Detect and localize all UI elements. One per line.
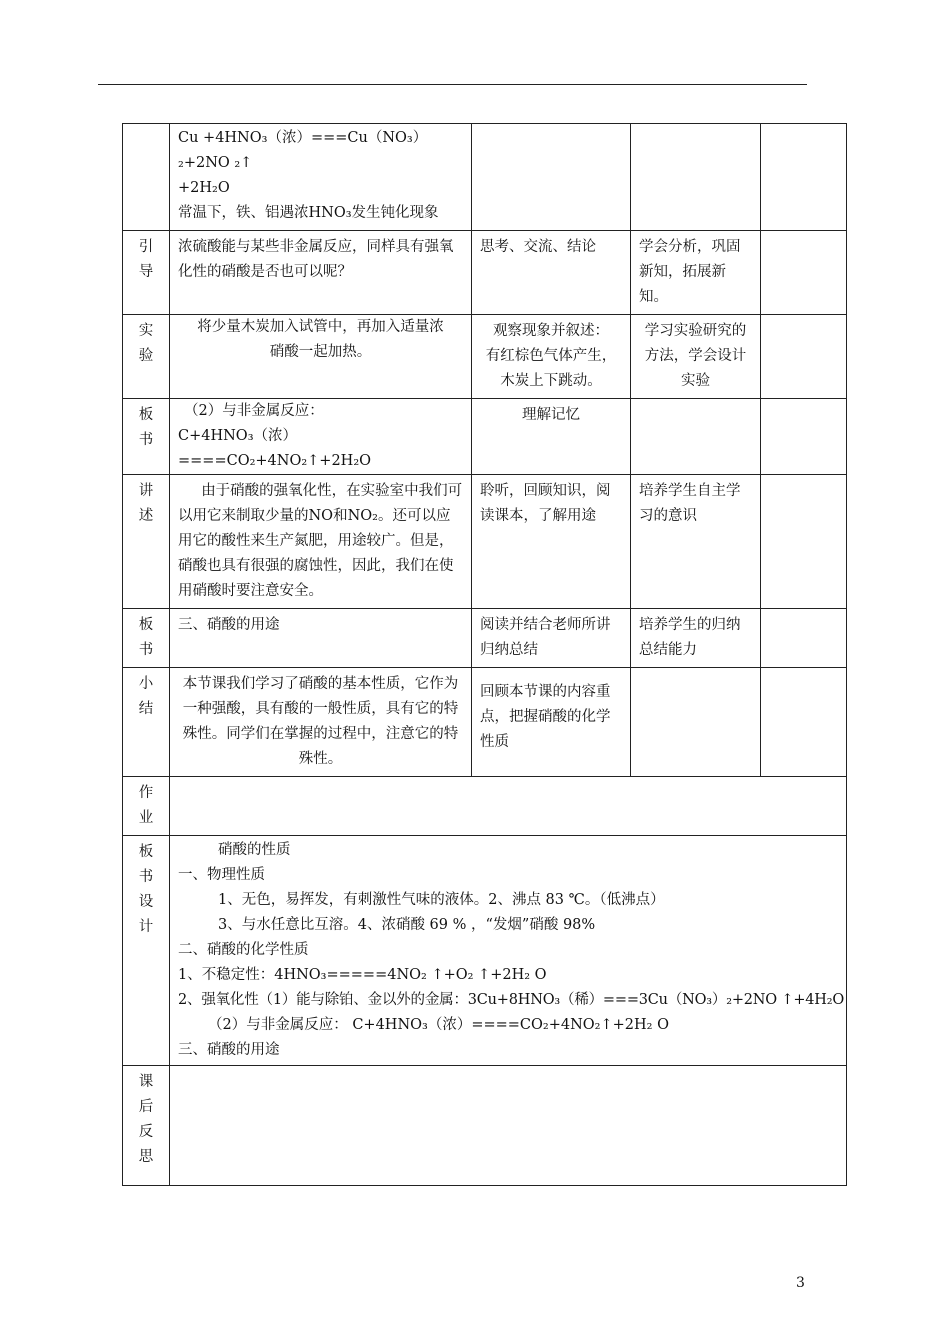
design-intent-cell [631,124,761,231]
content-cell [170,124,472,231]
row-label-experiment: 实验 [123,315,170,399]
table-row [123,609,847,668]
row-label-board-design: 板书设计 [123,836,170,1066]
row-label-reflection: 课后反思 [123,1066,170,1186]
row-label-homework: 作业 [123,777,170,836]
table-row [123,777,847,836]
table-row [123,124,847,231]
extra-cell [761,399,847,475]
reflection-cell [170,1066,847,1186]
board-line: 1、不稳定性：4HNO₃=====4NO₂ ↑+O₂ ↑+2H₂ O [178,967,547,983]
content-cell [170,399,472,475]
design-intent-cell: 学会分析，巩固新知，拓展新知。 [631,231,761,315]
content-cell: 浓硫酸能与某些非金属反应，同样具有强氧化性的硝酸是否也可以呢？ [170,231,472,315]
table-row [123,315,847,399]
extra-cell [761,475,847,609]
table-row [123,836,847,1066]
content-cell: 将少量木炭加入试管中，再加入适量浓硝酸一起加热。 [170,315,472,399]
note-line: 常温下，铁、铝遇浓HNO₃发生钝化现象 [178,205,439,221]
extra-cell [761,609,847,668]
design-intent-cell: 学习实验研究的方法，学会设计实验 [631,315,761,399]
extra-cell [761,231,847,315]
row-label-board: 板书 [123,399,170,475]
row-label-lecture: 讲述 [123,475,170,609]
student-line: 观察现象并叙述： [493,323,609,339]
table-row [123,475,847,609]
student-activity-cell [472,124,631,231]
student-activity-cell: 理解记忆 [472,399,631,475]
student-activity-cell [472,315,631,399]
table-row [123,231,847,315]
board-line: 一、物理性质 [178,867,265,883]
extra-cell [761,124,847,231]
design-intent-cell: 培养学生的归纳总结能力 [631,609,761,668]
table-row [123,668,847,777]
extra-cell [761,668,847,777]
board-line: 3、与水任意比互溶。4、浓硝酸 69 % ，“发烟”硝酸 98% [218,917,596,933]
equation-line: +2H₂O [178,180,230,196]
lesson-plan-table [122,123,847,1186]
student-activity-cell: 回顾本节课的内容重点，把握硝酸的化学性质 [472,668,631,777]
extra-cell [761,315,847,399]
equation-line: C+4HNO₃（浓）====CO₂+4NO₂↑+2H₂O [178,428,372,469]
board-line: 1、无色，易挥发，有刺激性气味的液体。2、沸点 83 ℃。（低沸点） [218,892,665,908]
student-activity-cell: 聆听，回顾知识，阅读课本，了解用途 [472,475,631,609]
row-label-guide: 引导 [123,231,170,315]
board-line: 三、硝酸的用途 [178,1042,280,1058]
board-line: （2）与非金属反应： C+4HNO₃（浓）====CO₂+4NO₂↑+2H₂ O [208,1017,669,1033]
board-design-cell [170,836,847,1066]
table-row [123,1066,847,1186]
design-intent-cell [631,668,761,777]
board-line: 二、硝酸的化学性质 [178,942,309,958]
board-line: （2）与非金属反应： [184,403,324,419]
table-row [123,399,847,475]
row-label-empty [123,124,170,231]
design-intent-cell [631,399,761,475]
row-label-summary: 小结 [123,668,170,777]
equation-line: Cu +4HNO₃（浓）===Cu（NO₃）₂+2NO ₂↑ [178,130,428,171]
board-title: 硝酸的性质 [218,842,291,858]
student-line: 有红棕色气体产生，木炭上下跳动。 [485,348,617,389]
design-intent-cell: 培养学生自主学习的意识 [631,475,761,609]
header-rule [98,84,807,85]
homework-cell [170,777,847,836]
row-label-board: 板书 [123,609,170,668]
student-activity-cell: 思考、交流、结论 [472,231,631,315]
board-line: 2、强氧化性（1）能与除铂、金以外的金属：3Cu+8HNO₃（稀）===3Cu（NO₃）₂+2NO ↑+4H₂O [178,992,845,1008]
page-number: 3 [796,1275,805,1291]
content-cell: 本节课我们学习了硝酸的基本性质，它作为一种强酸，具有酸的一般性质，具有它的特殊性。同学们在掌握的过程中，注意它的特殊性。 [170,668,472,777]
content-cell: 三、硝酸的用途 [170,609,472,668]
content-cell: 由于硝酸的强氧化性，在实验室中我们可以用它来制取少量的NO和NO₂。还可以应用它的酸性来生产氮肥，用途较广。但是，硝酸也具有很强的腐蚀性，因此，我们在使用硝酸时要注意安全。 [170,475,472,609]
student-activity-cell: 阅读并结合老师所讲归纳总结 [472,609,631,668]
